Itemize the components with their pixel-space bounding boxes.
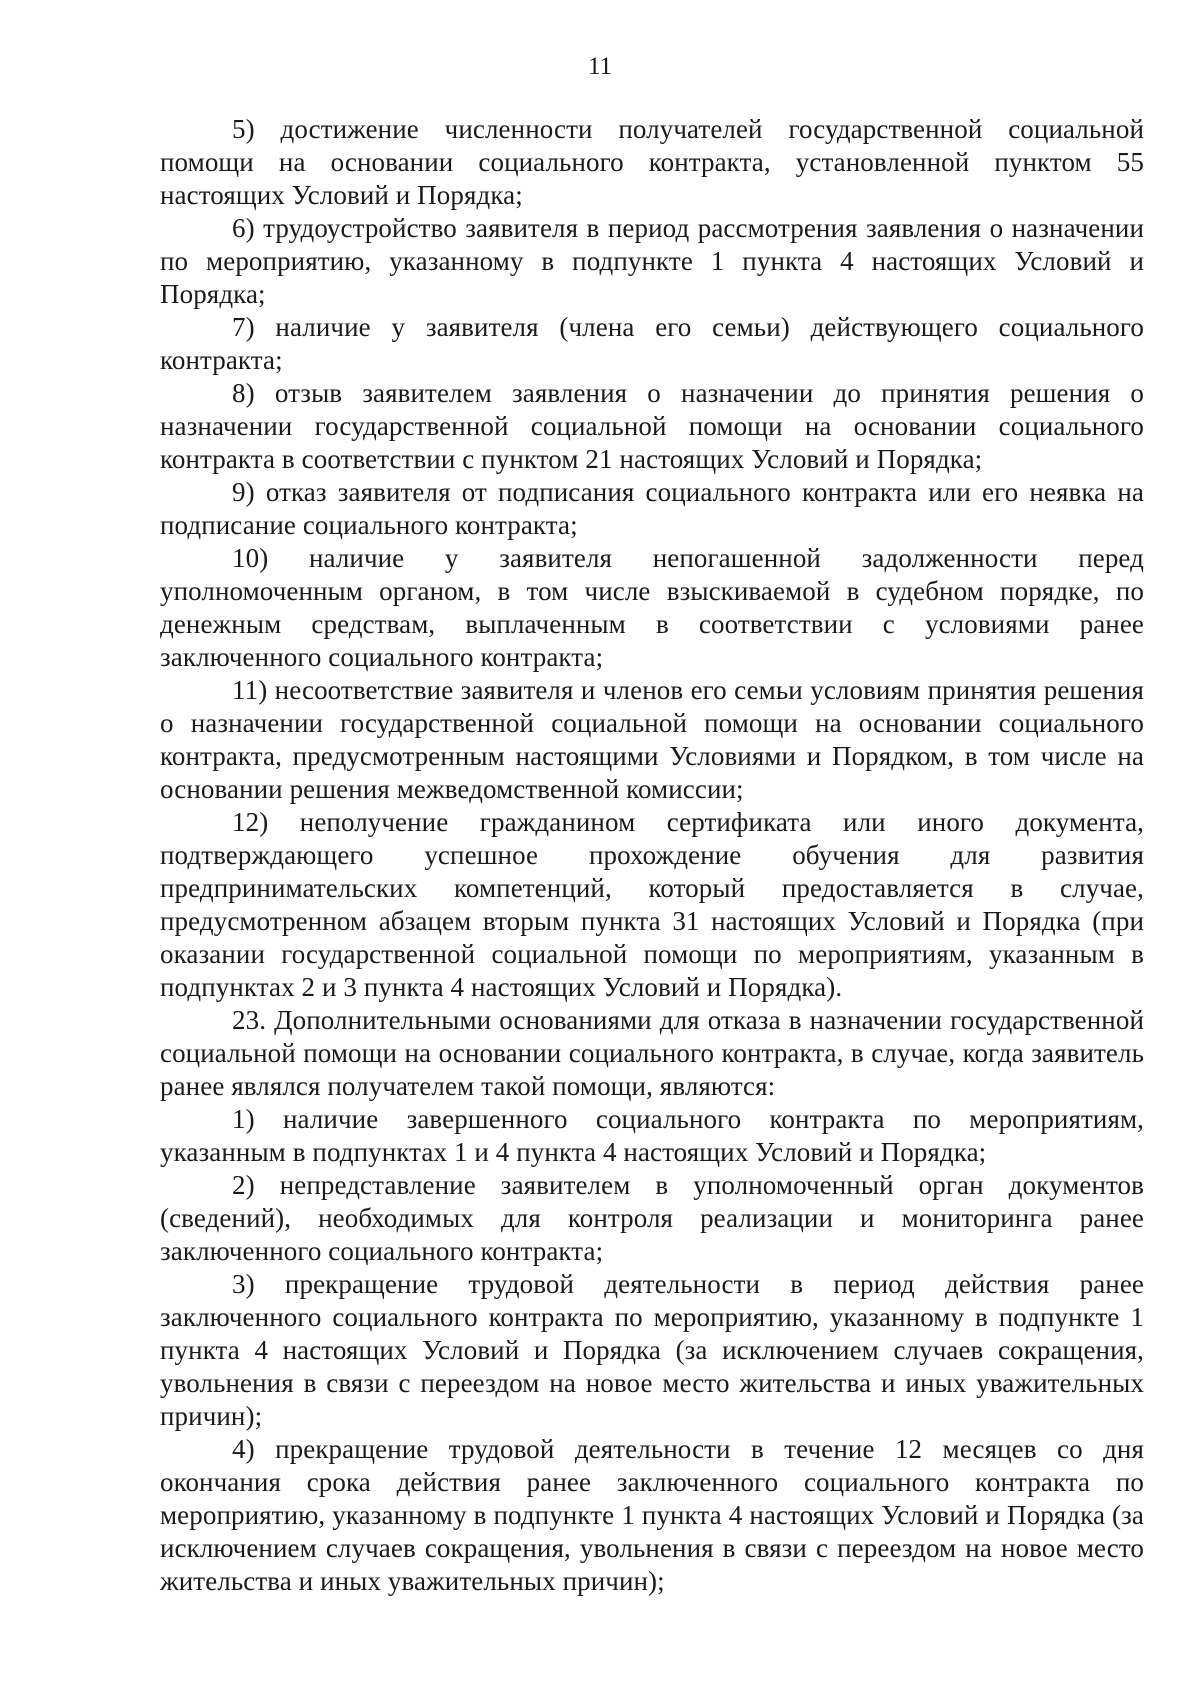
- paragraph-item-11: 11) несоответствие заявителя и членов его семьи условиям принятия решения о назначении государственной социальной помощи на основании социального контракта, предусмотренным настоящими Условиями и Порядком, в том числе на основании решения межведомственной комиссии;: [160, 675, 1144, 804]
- paragraph-item-5: 5) достижение численности получателей государственной социальной помощи на основании социального контракта, установленной пунктом 55 настоящих Условий и Порядка;: [160, 114, 1144, 210]
- paragraph-section-23: 23. Дополнительными основаниями для отказа в назначении государственной социальной помощи на основании социального контракта, в случае, когда заявитель ранее являлся получателем такой помощи, являются:: [160, 1005, 1144, 1101]
- document-body: [160, 113, 1144, 1598]
- paragraph-subitem-2: 2) непредставление заявителем в уполномоченный орган документов (сведений), необходимых для контроля реализации и мониторинга ранее заключенного социального контракта;: [160, 1170, 1144, 1266]
- paragraph-item-12: 12) неполучение гражданином сертификата или иного документа, подтверждающего успешное прохождение обучения для развития предпринимательских компетенций, который предоставляется в случае, предусмотренном абзацем вторым пункта 31 настоящих Условий и Порядка (при оказании государственной социальной помощи по мероприятиям, указанным в подпунктах 2 и 3 пункта 4 настоящих Условий и Порядка).: [160, 807, 1144, 1002]
- paragraph-item-6: 6) трудоустройство заявителя в период рассмотрения заявления о назначении по мероприятию, указанному в подпункте 1 пункта 4 настоящих Условий и Порядка;: [160, 213, 1144, 309]
- paragraph-subitem-1: 1) наличие завершенного социального контракта по мероприятиям, указанным в подпунктах 1 и 4 пункта 4 настоящих Условий и Порядка;: [160, 1104, 1144, 1167]
- paragraph-item-9: 9) отказ заявителя от подписания социального контракта или его неявка на подписание социального контракта;: [160, 477, 1144, 540]
- page-number: 11: [587, 53, 613, 80]
- paragraph-item-7: 7) наличие у заявителя (члена его семьи) действующего социального контракта;: [160, 312, 1144, 375]
- paragraph-item-8: 8) отзыв заявителем заявления о назначении до принятия решения о назначении государственной социальной помощи на основании социального контракта в соответствии с пунктом 21 настоящих Условий и Порядка;: [160, 378, 1144, 474]
- paragraph-item-10: 10) наличие у заявителя непогашенной задолженности перед уполномоченным органом, в том числе взыскиваемой в судебном порядке, по денежным средствам, выплаченным в соответствии с условиями ранее заключенного социального контракта;: [160, 543, 1144, 672]
- paragraph-subitem-3: 3) прекращение трудовой деятельности в период действия ранее заключенного социального контракта по мероприятию, указанному в подпункте 1 пункта 4 настоящих Условий и Порядка (за исключением случаев сокращения, увольнения в связи с переездом на новое место жительства и иных уважительных причин);: [160, 1269, 1144, 1431]
- paragraph-subitem-4: 4) прекращение трудовой деятельности в течение 12 месяцев со дня окончания срока действия ранее заключенного социального контракта по мероприятию, указанному в подпункте 1 пункта 4 настоящих Условий и Порядка (за исключением случаев сокращения, увольнения в связи с переездом на новое место жительства и иных уважительных причин);: [160, 1434, 1144, 1596]
